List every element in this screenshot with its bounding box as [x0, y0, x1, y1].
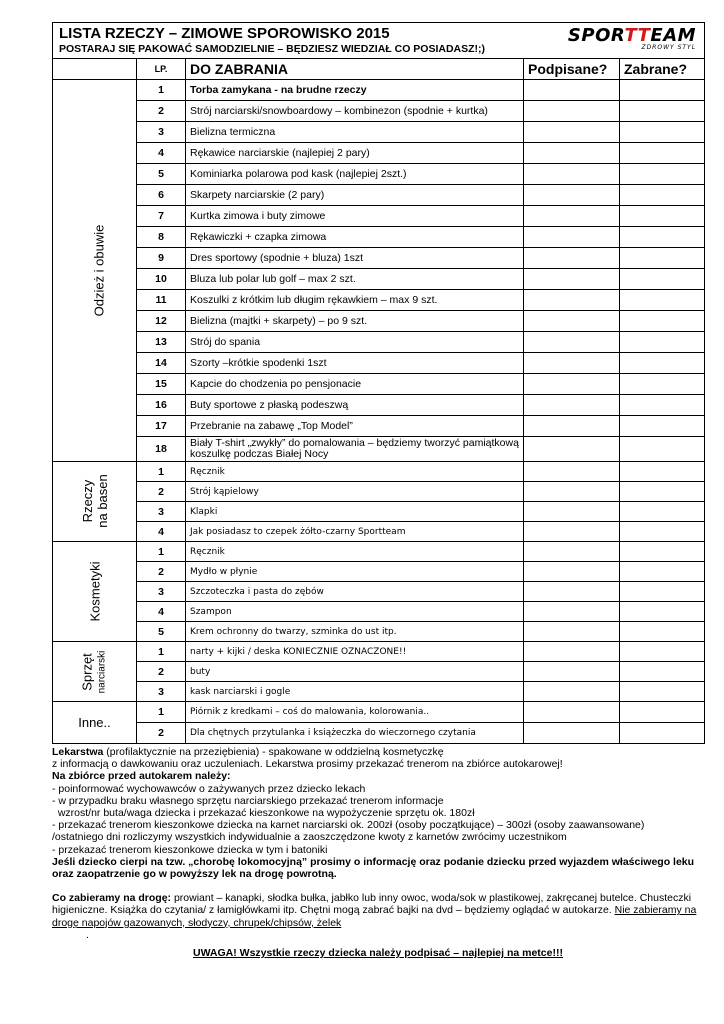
item-number: 5: [137, 164, 186, 185]
signed-checkbox-cell[interactable]: [524, 682, 620, 702]
before-bus-item-3: wzrost/nr buta/waga dziecka i przekazać kieszonkowe na wypożyczenie sprzętu ok. 180zł: [52, 807, 475, 820]
category-name-sub: narciarski: [96, 650, 108, 693]
page-subtitle: POSTARAJ SIĘ PAKOWAĆ SAMODZIELNIE – BĘDZIESZ WIEDZIAŁ CO POSIADASZ!;): [59, 43, 486, 55]
list-item: [53, 662, 705, 682]
list-item: [53, 437, 705, 462]
signed-checkbox-cell[interactable]: [524, 522, 620, 542]
item-text: narty + kijki / deska KONIECZNIE OZNACZONE!!: [186, 642, 524, 662]
taken-checkbox-cell[interactable]: [620, 416, 705, 437]
list-item: [53, 311, 705, 332]
stray-dot: .: [86, 928, 89, 941]
taken-checkbox-cell[interactable]: [620, 723, 705, 744]
signed-checkbox-cell[interactable]: [524, 702, 620, 723]
item-number: 15: [137, 374, 186, 395]
category-name: Inne..: [78, 714, 111, 730]
taken-checkbox-cell[interactable]: [620, 395, 705, 416]
item-number: 1: [137, 462, 186, 482]
list-item: [53, 622, 705, 642]
item-number: 2: [137, 101, 186, 122]
item-text: Kurtka zimowa i buty zimowe: [186, 206, 524, 227]
item-text: Szorty –krótkie spodenki 1szt: [186, 353, 524, 374]
taken-checkbox-cell[interactable]: [620, 437, 705, 462]
item-number: 1: [137, 702, 186, 723]
item-number: 4: [137, 143, 186, 164]
signed-checkbox-cell[interactable]: [524, 164, 620, 185]
signed-checkbox-cell[interactable]: [524, 101, 620, 122]
lp-column-header: LP.: [137, 59, 186, 80]
list-item: [53, 185, 705, 206]
logo-text-2: TT: [624, 25, 651, 46]
category-name: Rzeczy na basen: [79, 473, 110, 528]
taken-checkbox-cell[interactable]: [620, 269, 705, 290]
signed-checkbox-cell[interactable]: [524, 143, 620, 164]
list-item: [53, 502, 705, 522]
list-item: [53, 416, 705, 437]
list-item: [53, 164, 705, 185]
road-note: [52, 892, 704, 929]
signed-checkbox-cell[interactable]: [524, 482, 620, 502]
before-bus-item-5: /ostatniego dni rozliczymy wszystkich indywidualnie a zaoszczędzone kwoty z karnetów zwrócimy uczestnikom: [52, 831, 567, 844]
before-bus-item-1: - poinformować wychowawców o zażywanych przez dziecko lekach: [52, 782, 366, 795]
before-bus-item-4: - przekazać trenerom kieszonkowe dziecka na karnet narciarski ok. 200zł (osoby początkujące) – 300zł (osoby zaawansowane): [52, 819, 645, 832]
taken-checkbox-cell[interactable]: [620, 662, 705, 682]
list-item: [53, 206, 705, 227]
taken-checkbox-cell[interactable]: [620, 80, 705, 101]
before-bus-item-2: - w przypadku braku własnego sprzętu narciarskiego przekazać trenerom informacje: [52, 794, 444, 807]
item-text: Bielizna (majtki + skarpety) – po 9 szt.: [186, 311, 524, 332]
logo-tagline: ZDROWY STYL: [641, 44, 697, 51]
signed-checkbox-cell[interactable]: [524, 206, 620, 227]
road-text: prowiant – kanapki, słodka bułka, jabłko lub inny owoc, woda/sok w plastikowej, zakręcanej butelce. Chusteczki higieniczne. Książka do czytania/ z łamigłówkami itp. Chętni mogą zabrać bajki na dvd – będziemy oglądać w autokarze.: [52, 892, 692, 917]
item-number: 5: [137, 622, 186, 642]
signed-checkbox-cell[interactable]: [524, 542, 620, 562]
list-item: [53, 395, 705, 416]
list-item: [53, 522, 705, 542]
taken-checkbox-cell[interactable]: [620, 311, 705, 332]
item-text: Krem ochronny do twarzy, szminka do ust itp.: [186, 622, 524, 642]
item-text: Rękawice narciarskie (najlepiej 2 pary): [186, 143, 524, 164]
item-number: 17: [137, 416, 186, 437]
taken-checkbox-cell[interactable]: [620, 122, 705, 143]
item-number: 1: [137, 642, 186, 662]
item-text: Buty sportowe z płaską podeszwą: [186, 395, 524, 416]
item-text: Ręcznik: [186, 462, 524, 482]
list-item: [53, 101, 705, 122]
signed-checkbox-cell[interactable]: [524, 642, 620, 662]
category-column-header: [53, 59, 137, 80]
before-bus-title: Na zbiórce przed autokarem należy:: [52, 770, 231, 783]
signed-checkbox-cell[interactable]: [524, 332, 620, 353]
taken-checkbox-cell[interactable]: [620, 602, 705, 622]
list-item: [53, 269, 705, 290]
list-item: [53, 602, 705, 622]
signed-column-header: Podpisane?: [524, 59, 620, 80]
signed-checkbox-cell[interactable]: [524, 290, 620, 311]
signed-checkbox-cell[interactable]: [524, 311, 620, 332]
packing-table: [52, 22, 705, 744]
signed-checkbox-cell[interactable]: [524, 582, 620, 602]
taken-checkbox-cell[interactable]: [620, 702, 705, 723]
item-number: 12: [137, 311, 186, 332]
road-label: Co zabieramy na drogę:: [52, 892, 172, 905]
taken-checkbox-cell[interactable]: [620, 143, 705, 164]
list-item: [53, 332, 705, 353]
list-item: [53, 542, 705, 562]
item-text: Rękawiczki + czapka zimowa: [186, 227, 524, 248]
item-number: 1: [137, 80, 186, 101]
signed-checkbox-cell[interactable]: [524, 185, 620, 206]
item-text: Klapki: [186, 502, 524, 522]
list-item: [53, 353, 705, 374]
list-item: [53, 143, 705, 164]
sportteam-logo: [568, 27, 696, 51]
list-item: [53, 723, 705, 744]
signed-checkbox-cell[interactable]: [524, 227, 620, 248]
item-number: 2: [137, 662, 186, 682]
taken-checkbox-cell[interactable]: [620, 522, 705, 542]
taken-checkbox-cell[interactable]: [620, 462, 705, 482]
signed-checkbox-cell[interactable]: [524, 122, 620, 143]
list-item: [53, 80, 705, 101]
item-number: 3: [137, 682, 186, 702]
item-number: 7: [137, 206, 186, 227]
taken-checkbox-cell[interactable]: [620, 562, 705, 582]
item-text: Mydło w płynie: [186, 562, 524, 582]
item-number: 18: [137, 437, 186, 462]
packing-list-sheet: [52, 22, 704, 959]
item-number: 3: [137, 122, 186, 143]
logo-text-3: EAM: [650, 25, 697, 46]
item-text: Dres sportowy (spodnie + bluza) 1szt: [186, 248, 524, 269]
list-item: [53, 682, 705, 702]
list-item: [53, 227, 705, 248]
item-number: 3: [137, 582, 186, 602]
category-name: Odzież i obuwie: [91, 224, 107, 316]
signed-checkbox-cell[interactable]: [524, 353, 620, 374]
item-text: Torba zamykana - na brudne rzeczy: [186, 80, 524, 101]
signed-checkbox-cell[interactable]: [524, 562, 620, 582]
medicine-text-2: z informacją o dawkowaniu oraz uczuleniach. Lekarstwa prosimy przekazać trenerom na zbiórce autokarowej!: [52, 758, 563, 771]
item-text: Ręcznik: [186, 542, 524, 562]
taken-checkbox-cell[interactable]: [620, 542, 705, 562]
item-text: Strój narciarski/snowboardowy – kombinezon (spodnie + kurtka): [186, 101, 524, 122]
category-name: Sprzęt: [79, 652, 95, 691]
item-text: Szczoteczka i pasta do zębów: [186, 582, 524, 602]
item-number: 11: [137, 290, 186, 311]
item-text: Kapcie do chodzenia po pensjonacie: [186, 374, 524, 395]
item-text: kask narciarski i gogle: [186, 682, 524, 702]
medicine-text-1: (profilaktycznie na przeziębienia) - spakowane w oddzielną kosmetyczkę: [103, 746, 444, 758]
taken-checkbox-cell[interactable]: [620, 332, 705, 353]
item-text: Biały T-shirt „zwykły” do pomalowania – będziemy tworzyć pamiątkową koszulkę podczas Białej Nocy: [186, 437, 524, 462]
taken-checkbox-cell[interactable]: [620, 185, 705, 206]
category-label: [53, 542, 137, 642]
taken-checkbox-cell[interactable]: [620, 353, 705, 374]
before-bus-item-6: - przekazać trenerom kieszonkowe dziecka w tym i batoniki: [52, 843, 328, 856]
item-number: 4: [137, 602, 186, 622]
notes-section: [52, 746, 704, 941]
signed-checkbox-cell[interactable]: [524, 269, 620, 290]
taken-checkbox-cell[interactable]: [620, 582, 705, 602]
item-text: Jak posiadasz to czepek żółto-czarny Sportteam: [186, 522, 524, 542]
item-number: 2: [137, 723, 186, 744]
category-label: [53, 642, 137, 702]
signed-checkbox-cell[interactable]: [524, 462, 620, 482]
item-number: 2: [137, 562, 186, 582]
category-label: [53, 702, 137, 744]
taken-checkbox-cell[interactable]: [620, 248, 705, 269]
item-number: 6: [137, 185, 186, 206]
signed-checkbox-cell[interactable]: [524, 723, 620, 744]
taken-checkbox-cell[interactable]: [620, 622, 705, 642]
signed-checkbox-cell[interactable]: [524, 437, 620, 462]
item-number: 1: [137, 542, 186, 562]
taken-checkbox-cell[interactable]: [620, 682, 705, 702]
item-text: Bielizna termiczna: [186, 122, 524, 143]
label-warning: UWAGA! Wszystkie rzeczy dziecka należy podpisać – najlepiej na metce!!!: [193, 947, 563, 960]
medicine-label: Lekarstwa: [52, 746, 104, 758]
taken-checkbox-cell[interactable]: [620, 482, 705, 502]
column-header-row: [53, 59, 705, 80]
list-item: [53, 122, 705, 143]
category-label: [53, 80, 137, 462]
taken-checkbox-cell[interactable]: [620, 642, 705, 662]
item-number: 16: [137, 395, 186, 416]
signed-checkbox-cell[interactable]: [524, 662, 620, 682]
item-number: 13: [137, 332, 186, 353]
item-text: Bluza lub polar lub golf – max 2 szt.: [186, 269, 524, 290]
signed-checkbox-cell[interactable]: [524, 502, 620, 522]
item-number: 8: [137, 227, 186, 248]
item-text: buty: [186, 662, 524, 682]
signed-checkbox-cell[interactable]: [524, 416, 620, 437]
list-item: [53, 374, 705, 395]
signed-checkbox-cell[interactable]: [524, 80, 620, 101]
signed-checkbox-cell[interactable]: [524, 622, 620, 642]
logo-text-1: SPOR: [567, 25, 625, 46]
item-number: 4: [137, 522, 186, 542]
item-text: Dla chętnych przytulanka i książeczka do wieczornego czytania: [186, 723, 524, 744]
category-name: Kosmetyki: [87, 561, 102, 621]
list-item: [53, 582, 705, 602]
motion-sickness-note: Jeśli dziecko cierpi na tzw. „chorobę lokomocyjną” prosimy o informację oraz podanie dziecku przed wyjazdem właściwego leku oraz zaopatrzenie go w powyższy lek na drogę powrotną.: [52, 855, 695, 881]
signed-checkbox-cell[interactable]: [524, 395, 620, 416]
list-item: [53, 562, 705, 582]
list-item: [53, 462, 705, 482]
header-cell: [53, 23, 705, 59]
item-number: 2: [137, 482, 186, 502]
item-number: 14: [137, 353, 186, 374]
taken-checkbox-cell[interactable]: [620, 164, 705, 185]
taken-column-header: Zabrane?: [620, 59, 705, 80]
item-text: Koszulki z krótkim lub długim rękawkiem – max 9 szt.: [186, 290, 524, 311]
list-item: [53, 290, 705, 311]
item-column-header: DO ZABRANIA: [186, 59, 524, 80]
signed-checkbox-cell[interactable]: [524, 602, 620, 622]
item-text: Strój kąpielowy: [186, 482, 524, 502]
item-text: Strój do spania: [186, 332, 524, 353]
taken-checkbox-cell[interactable]: [620, 227, 705, 248]
item-text: Skarpety narciarskie (2 pary): [186, 185, 524, 206]
list-item: [53, 642, 705, 662]
taken-checkbox-cell[interactable]: [620, 101, 705, 122]
item-text: Przebranie na zabawę „Top Model”: [186, 416, 524, 437]
item-number: 3: [137, 502, 186, 522]
taken-checkbox-cell[interactable]: [620, 502, 705, 522]
list-item: [53, 482, 705, 502]
taken-checkbox-cell[interactable]: [620, 374, 705, 395]
signed-checkbox-cell[interactable]: [524, 374, 620, 395]
item-text: Piórnik z kredkami – coś do malowania, kolorowania..: [186, 702, 524, 723]
item-number: 9: [137, 248, 186, 269]
category-label: [53, 462, 137, 542]
taken-checkbox-cell[interactable]: [620, 206, 705, 227]
signed-checkbox-cell[interactable]: [524, 248, 620, 269]
item-number: 10: [137, 269, 186, 290]
item-text: Szampon: [186, 602, 524, 622]
taken-checkbox-cell[interactable]: [620, 290, 705, 311]
list-item: [53, 248, 705, 269]
page-title: LISTA RZECZY – ZIMOWE SPOROWISKO 2015: [59, 25, 390, 42]
road-forbidden-text: Nie zabieramy na drogę napojów gazowanych, słodyczy, chrupek/chipsów, żelek: [52, 904, 697, 929]
item-text: Kominiarka polarowa pod kask (najlepiej 2szt.): [186, 164, 524, 185]
list-item: [53, 702, 705, 723]
